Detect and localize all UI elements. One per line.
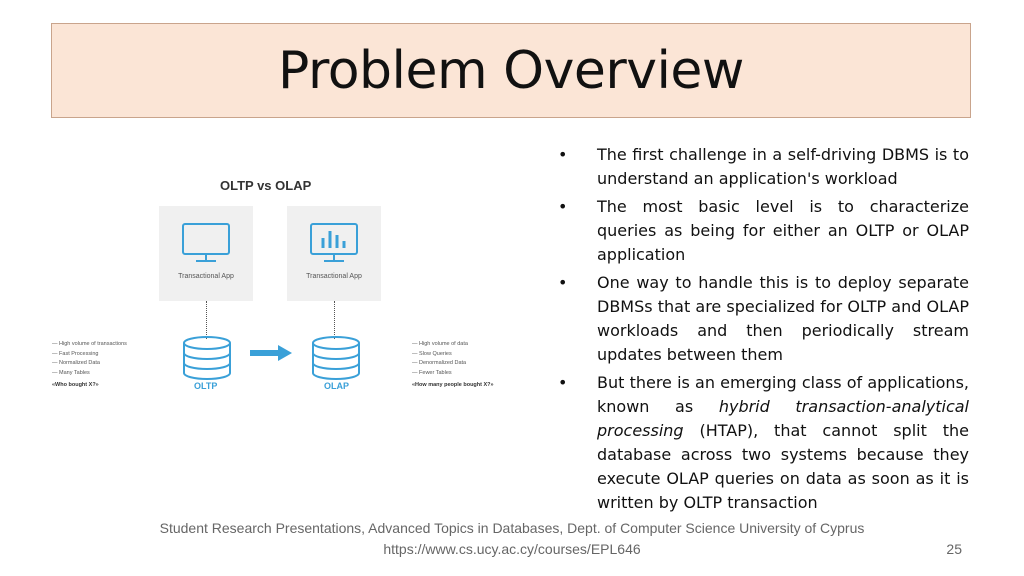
transactional-app-box-left [159, 206, 253, 301]
oltp-features [52, 340, 127, 391]
right-connector [334, 301, 335, 339]
footer-course: Student Research Presentations, Advanced Topics in Databases, Dept. of Computer Science University of Cyprus [159, 520, 865, 536]
bullet-item: • One way to handle this is to deploy separate DBMSs that are specialized for OLTP and OLAP workloads and then periodically stream updates between them [555, 271, 969, 367]
bullet-list [555, 143, 969, 519]
left-connector [206, 301, 207, 339]
oltp-feature-item: — Many Tables [52, 369, 90, 376]
oltp-question: «Who bought X?» [52, 382, 99, 389]
bullet-item: • The first challenge in a self-driving DBMS is to understand an application's workload [555, 143, 969, 191]
slide-title: Problem Overview [278, 40, 744, 101]
transactional-app-box-right [287, 206, 381, 301]
left-app-label: Transactional App [178, 273, 234, 280]
olap-feature-item: — Fewer Tables [412, 369, 452, 376]
oltp-database-icon [181, 335, 233, 381]
oltp-olap-diagram [40, 170, 510, 410]
olap-features [412, 340, 494, 391]
olap-label: OLAP [324, 381, 350, 391]
htap-term: hybrid transaction-analytical processing [597, 397, 969, 440]
bullet-item [555, 371, 969, 515]
olap-question: «How many people bought X?» [412, 382, 494, 389]
bar-chart-monitor-icon [309, 222, 359, 264]
olap-feature-item: — High volume of data [412, 341, 468, 347]
olap-feature-item: — Slow Queries [412, 350, 452, 357]
monitor-icon [181, 222, 231, 264]
oltp-feature-item: — Normalized Data [52, 360, 100, 367]
diagram-heading: OLTP vs OLAP [220, 178, 312, 193]
bullet-text: (HTAP), that cannot split the database across two systems because they execute OLAP queries on data as soon as it is written by OLTP transaction [597, 421, 969, 512]
right-app-label: Transactional App [306, 273, 362, 280]
oltp-feature-item: — Fast Processing [52, 350, 99, 357]
olap-database-icon [310, 335, 362, 381]
olap-feature-item: — Denormalized Data [412, 360, 467, 367]
bullet-text: But there is an emerging class of applications, known as [597, 373, 969, 416]
page-number: 25 [946, 541, 962, 557]
oltp-label: OLTP [194, 381, 218, 391]
oltp-feature-item: — High volume of transactions [52, 341, 127, 347]
title-box [51, 23, 971, 118]
footer-url: https://www.cs.ucy.ac.cy/courses/EPL646 [383, 541, 641, 557]
bullet-item: • The most basic level is to characterize queries as being for either an OLTP or OLAP application [555, 195, 969, 267]
right-arrow-icon [250, 345, 292, 361]
